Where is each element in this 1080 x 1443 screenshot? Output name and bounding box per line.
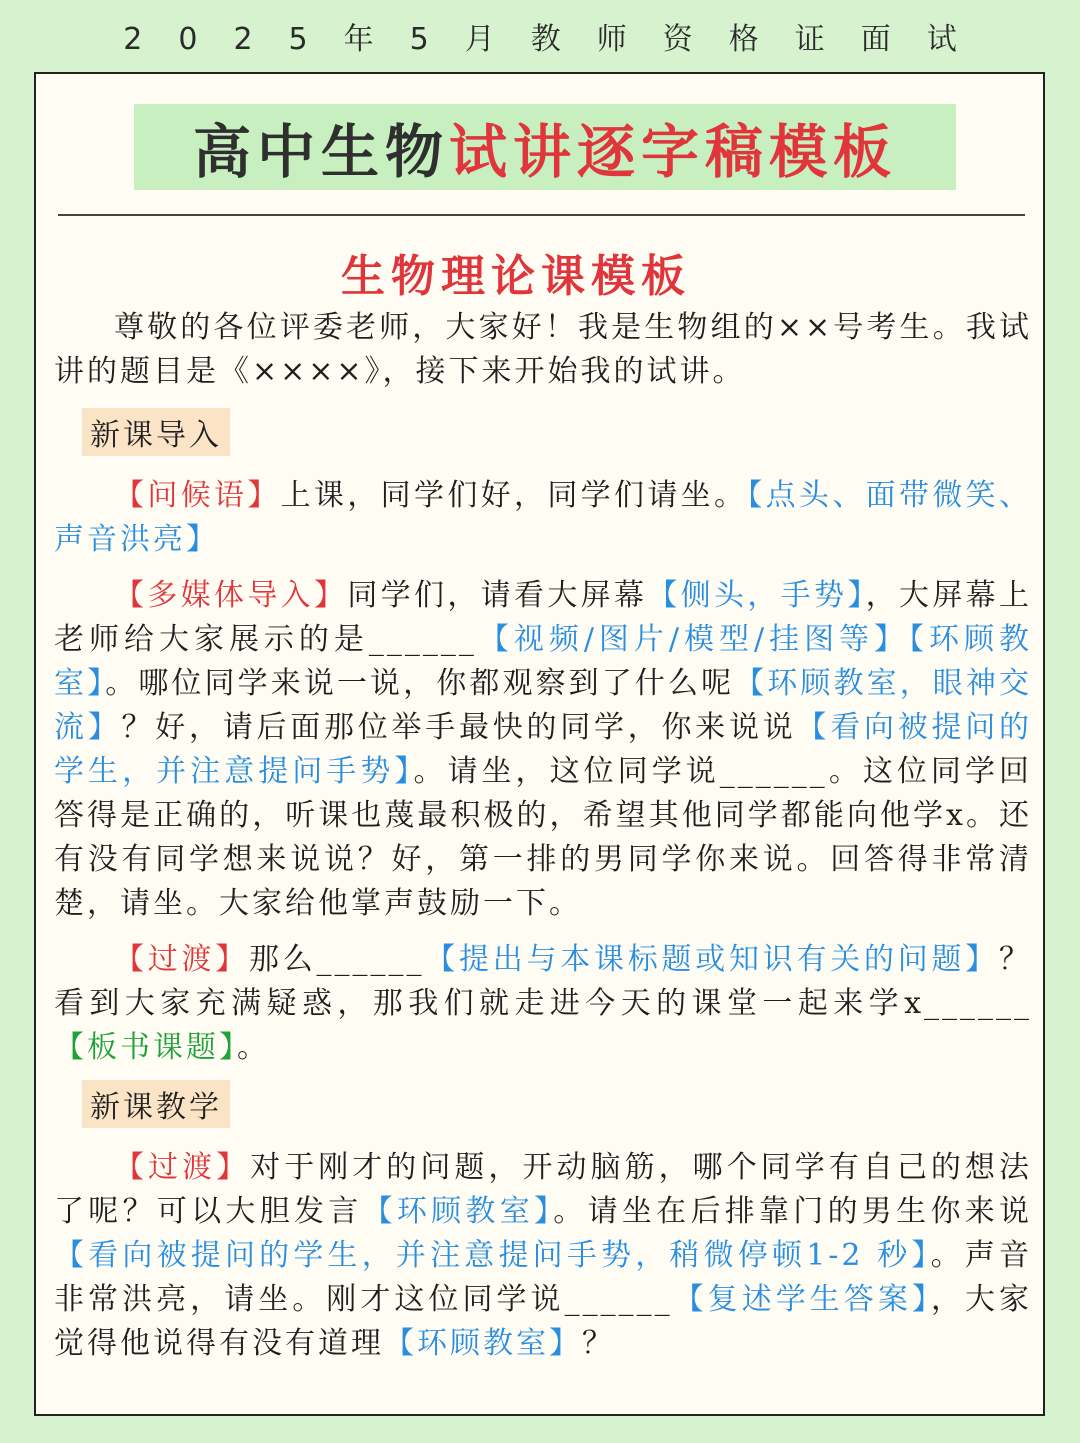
multimedia-note-3: 【环顾教室，眼神交流】 <box>54 666 1033 745</box>
multimedia-text-4: ？好，请后面那位举手最快的同学，你来说说 <box>121 710 797 745</box>
multimedia-tag: 【多媒体导入】 <box>114 578 348 613</box>
greeting-note: 【点头、面带微笑、声音洪亮】 <box>54 478 1033 557</box>
greeting-text: 上课，同学们好，同学们请坐。 <box>280 478 748 513</box>
multimedia-paragraph <box>54 574 1032 926</box>
transition-paragraph <box>54 938 1032 1070</box>
transition-text-2: ？看到大家充满疑惑，那我们就走进今天的课堂一起来学x______ <box>54 942 1032 1021</box>
teaching-text-5: ？ <box>582 1326 615 1361</box>
teaching-text-3: 。声音非常洪亮，请坐。刚才这位同学说______ <box>54 1238 1032 1317</box>
multimedia-text-5: 。请坐，这位同学说______。这位同学回答得是正确的，听课也蔑最积极的，希望其他同学都能向他学x。还有没有同学想来说说？好，第一排的男同学你来说。回答得非常清楚，请坐。大家给他掌声鼓励一下。 <box>54 754 1033 921</box>
transition-note-2: 【板书课题】 <box>54 1030 237 1065</box>
teaching-paragraph <box>54 1146 1032 1366</box>
teaching-tag: 【过渡】 <box>114 1150 251 1185</box>
teaching-text-2: 。请坐在后排靠门的男生你来说 <box>553 1194 1033 1229</box>
teaching-note-4: 【环顾教室】 <box>384 1326 582 1361</box>
document-card <box>34 72 1045 1416</box>
title-box <box>134 104 956 190</box>
multimedia-note-4: 【看向被提问的学生，并注意提问手势】 <box>54 710 1032 789</box>
subtitle: 生物理论课模板 <box>341 251 691 302</box>
transition-text-1: 那么______ <box>249 942 425 977</box>
title-part-1: 高中生物 <box>192 118 449 186</box>
transition-note-1: 【提出与本课标题或知识有关的问题】 <box>424 942 999 977</box>
intro-paragraph: 尊敬的各位评委老师，大家好！我是生物组的××号考生。我试讲的题目是《××××》，接下来开始我的试讲。 <box>54 310 1032 389</box>
title-part-2: 试讲逐字稿模板 <box>449 118 898 186</box>
teaching-note-2: 【看向被提问的学生，并注意提问手势，稍微停顿1-2 秒】 <box>54 1238 931 1273</box>
content <box>54 306 1032 1366</box>
transition-text-3: 。 <box>237 1030 270 1065</box>
top-banner: 2025年5月教师资格证面试 <box>123 22 993 57</box>
multimedia-text-1: 同学们，请看大屏幕 <box>347 578 648 613</box>
page-title <box>193 105 897 189</box>
section-heading-teaching: 新课教学 <box>82 1080 230 1128</box>
transition-tag: 【过渡】 <box>114 942 249 977</box>
multimedia-note-1: 【侧头，手势】 <box>647 578 866 613</box>
divider <box>58 214 1025 216</box>
teaching-text-1: 对于刚才的问题，开动脑筋，哪个同学有自己的想法了呢？可以大胆发言 <box>54 1150 1033 1229</box>
multimedia-text-2: ，大屏幕上老师给大家展示的是______ <box>54 578 1033 657</box>
teaching-note-3: 【复述学生答案】 <box>672 1282 931 1317</box>
multimedia-note-2: 【视频/图片/模型/挂图等】【环顾教室】 <box>54 622 1032 701</box>
teaching-text-4: ，大家觉得他说得有没有道理 <box>54 1282 1033 1361</box>
greeting-tag: 【问候语】 <box>114 478 281 513</box>
multimedia-text-3: 。哪位同学来说一说，你都观察到了什么呢 <box>105 666 735 701</box>
section-heading-intro: 新课导入 <box>82 408 230 456</box>
greeting-paragraph <box>54 474 1032 562</box>
teaching-note-1: 【环顾教室】 <box>362 1194 554 1229</box>
